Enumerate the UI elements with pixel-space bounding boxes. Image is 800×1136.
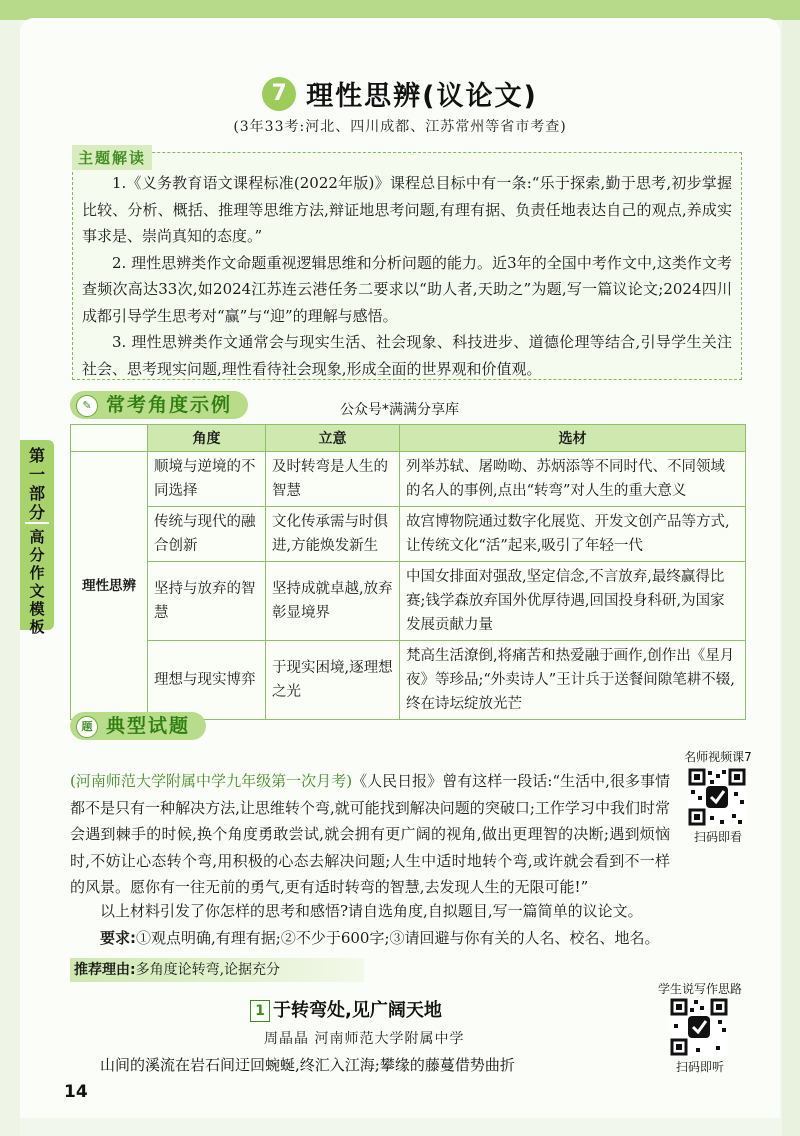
theme-paragraph: 2. 理性思辨类作文命题重视逻辑思维和分析问题的能力。近3年的全国中考作文中,这类作文考查频次高达33次,如2024江苏连云港任务二要求以“助人者,天助之”为题,写一篇议论文;2024四川成都引导学生思考对“赢”与“迎”的理解与感悟。 (82, 253, 732, 325)
essay-first-line: 山间的溪流在岩石间迂回蜿蜒,终汇入江海;攀缘的藤蔓借势曲折 (100, 1056, 515, 1074)
right-band (782, 20, 800, 1136)
essay-title: 于转弯处,见广阔天地 (273, 1000, 442, 1021)
material-cell: 列举苏轼、屠呦呦、苏炳添等不同时代、不同领域的名人的事例,点出“转弯”对人生的重大意义 (400, 452, 746, 507)
qr-code-icon (688, 768, 746, 826)
idea-cell: 坚持成就卓越,放弃彰显境界 (266, 562, 400, 641)
table-row (71, 562, 746, 641)
recommend-text: 多角度论转弯,论据充分 (135, 962, 281, 978)
angle-cell: 坚持与放弃的智慧 (148, 562, 266, 641)
top-band (0, 0, 800, 20)
side-tab-name: 高分作文模板 (29, 528, 45, 636)
recommend-bar (70, 958, 364, 982)
qr-audio-caption: 学生说写作思路 (657, 982, 742, 996)
angles-table (70, 424, 746, 720)
chapter-heading (0, 74, 800, 113)
question-prompt: 以上材料引发了你怎样的思考和感悟?请自选角度,自拟题目,写一篇简单的议论文。 (100, 902, 643, 920)
idea-cell: 于现实困境,逐理想之光 (266, 641, 400, 720)
angle-cell: 传统与现代的融合创新 (148, 507, 266, 562)
essay-author: 周晶晶 河南师范大学附属中学 (264, 1031, 465, 1047)
question-section-title: 典型试题 (106, 715, 191, 737)
chapter-number: 7 (262, 77, 296, 111)
material-cell: 梵高生活潦倒,将痛苦和热爱融于画作,创作出《星月夜》等珍品;“外卖诗人”王计兵于送餐间隙笔耕不辍,终在诗坛绽放光芒 (400, 641, 746, 720)
requirements-text: ①观点明确,有理有据;②不少于600字;③请回避与你有关的人名、校名、地名。 (136, 928, 660, 947)
question-material-text: 《人民日报》曾有这样一段话:“生活中,很多事情都不是只有一种解决方法,让思维转个弯,就可能找到解决问题的突破口;工作学习中我们时常会遇到棘手的时候,换个角度勇敢尝试,就会拥有更广阔的视角,做出更理智的决断;遇到烦恼时,不妨让心态转个弯,用积极的心态去解决问题;人生中适时地转个弯,或许就会看到不一样的风景。愿你有一往无前的勇气,更有适时转弯的智慧,去发现人生的无限可能!” (70, 772, 670, 896)
column-header: 选材 (400, 425, 746, 452)
side-tab-divider (25, 522, 49, 524)
angles-section-title: 常考角度示例 (106, 394, 233, 416)
table-row (71, 452, 746, 507)
column-header: 角度 (148, 425, 266, 452)
question-icon: 题 (76, 716, 98, 738)
requirements-label: 要求: (100, 928, 136, 947)
theme-paragraph: 3. 理性思辨类作文通常会与现实生活、社会现象、科技进步、道德伦理等结合,引导学生关注社会、思考现实问题,理性看待社会现象,形成全面的世界观和价值观。 (82, 333, 732, 378)
qr-code-audio[interactable] (670, 998, 728, 1056)
theme-text (82, 170, 732, 382)
side-tab (20, 440, 54, 636)
idea-cell: 及时转弯是人生的智慧 (266, 452, 400, 507)
wechat-account: 公众号*满满分享库 (340, 402, 459, 418)
chapter-title: 理性思辨(议论文) (306, 81, 538, 112)
angle-cell: 理想与现实博弈 (148, 641, 266, 720)
material-cell: 中国女排面对强敌,坚定信念,不言放弃,最终赢得比赛;钱学森放弃国外优厚待遇,回国投身科研,为国家发展贡献力量 (400, 562, 746, 641)
recommend-label: 推荐理由: (74, 962, 136, 978)
idea-cell: 文化传承需与时俱进,方能焕发新生 (266, 507, 400, 562)
qr-code-icon (670, 998, 728, 1056)
table-row (71, 641, 746, 720)
question-requirements (70, 898, 750, 951)
question-source: (河南师范大学附属中学九年级第一次月考) (70, 772, 353, 790)
table-header-row (71, 425, 746, 452)
qr-video-caption: 名师视频课7 (684, 750, 752, 764)
table-row (71, 507, 746, 562)
material-cell: 故宫博物院通过数字化展览、开发文创产品等方式,让传统文化“活”起来,吸引了年轻一代 (400, 507, 746, 562)
qr-audio-hint: 扫码即听 (675, 1060, 724, 1074)
question-section-header (70, 712, 206, 740)
pencil-icon: ✎ (76, 395, 98, 417)
category-cell: 理性思辨 (71, 452, 148, 720)
page-number: 14 (64, 1082, 88, 1102)
theme-label: 主题解读 (72, 145, 152, 170)
chapter-subtitle: (3年33考:河北、四川成都、江苏常州等省市考查) (233, 119, 567, 135)
column-header: 立意 (266, 425, 400, 452)
angle-cell: 顺境与逆境的不同选择 (148, 452, 266, 507)
qr-video-hint: 扫码即看 (693, 830, 742, 844)
theme-paragraph: 1.《义务教育语文课程标准(2022年版)》课程总目标中有一条:“乐于探索,勤于思考,初步掌握比较、分析、概括、推理等思维方法,辩证地思考问题,有理有据、负责任地表达自己的观点,养成实事求是、崇尚真知的态度。” (82, 174, 732, 245)
essay-number: 1 (250, 1000, 270, 1022)
question-material (70, 768, 670, 901)
table-corner (71, 425, 148, 452)
left-band (0, 20, 20, 1136)
angles-section-header (70, 391, 248, 419)
side-tab-part: 第一部分 (28, 446, 45, 522)
qr-code-video[interactable] (688, 768, 746, 826)
essay-title-row (250, 996, 442, 1022)
